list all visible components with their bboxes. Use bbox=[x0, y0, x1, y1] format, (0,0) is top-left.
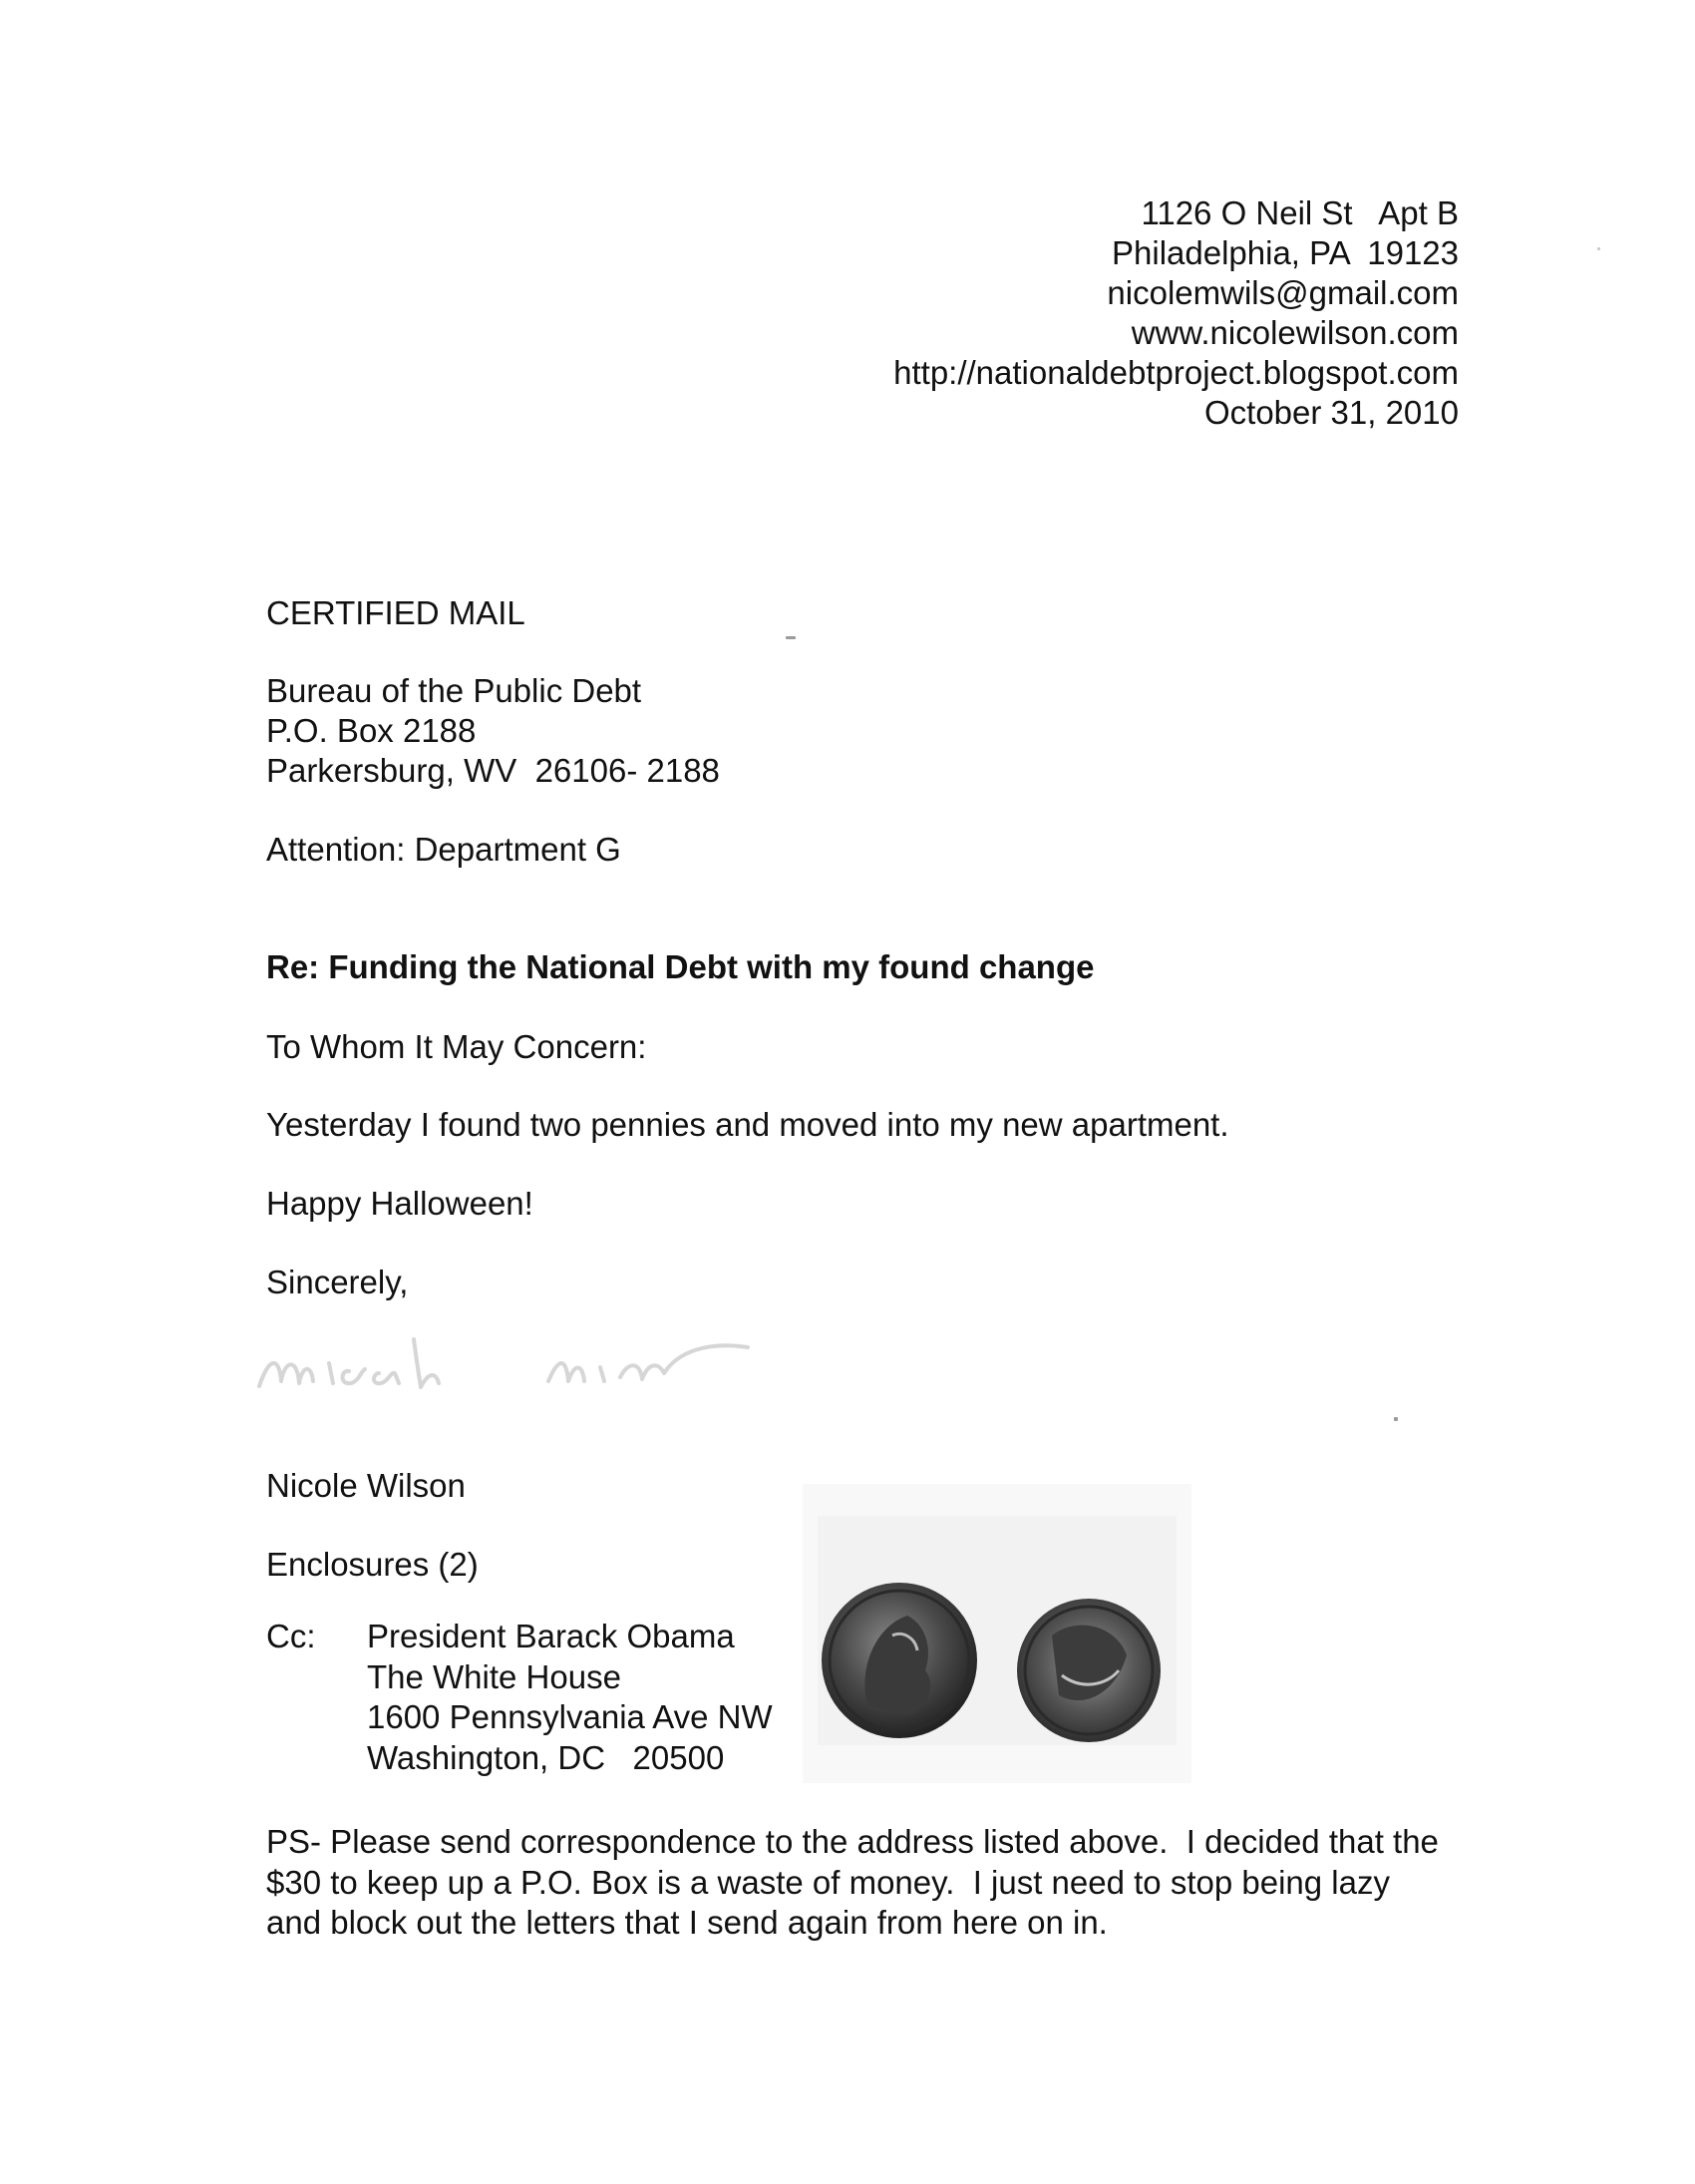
ps-line: PS- Please send correspondence to the address listed above. I decided that the bbox=[266, 1823, 1439, 1860]
sender-blog: http://nationaldebtproject.blogspot.com bbox=[893, 354, 1459, 391]
sender-address-block bbox=[893, 193, 1459, 433]
attention-line: Attention: Department G bbox=[266, 831, 621, 868]
greeting: Happy Halloween! bbox=[266, 1185, 533, 1222]
cc-label: Cc: bbox=[266, 1618, 316, 1654]
penny-1 bbox=[822, 1583, 977, 1738]
body-text: Yesterday I found two pennies and moved into my new apartment. bbox=[266, 1106, 1229, 1143]
recipient-name: Bureau of the Public Debt bbox=[266, 672, 642, 709]
scan-speck bbox=[1394, 1417, 1398, 1421]
scan-speck bbox=[786, 636, 796, 639]
ps-line: $30 to keep up a P.O. Box is a waste of money. I just need to stop being lazy bbox=[266, 1863, 1390, 1901]
closing: Sincerely, bbox=[266, 1264, 409, 1300]
postscript bbox=[266, 1822, 1493, 1944]
cc-line: The White House bbox=[367, 1657, 621, 1695]
cc-recipient-block bbox=[367, 1617, 773, 1778]
cc-line: Washington, DC 20500 bbox=[367, 1738, 725, 1776]
mail-type: CERTIFIED MAIL bbox=[266, 594, 525, 631]
sender-email: nicolemwils@gmail.com bbox=[1107, 274, 1459, 311]
handwritten-signature bbox=[249, 1311, 848, 1421]
enclosures-line: Enclosures (2) bbox=[266, 1546, 479, 1583]
subject-line: Re: Funding the National Debt with my found change bbox=[266, 948, 1095, 985]
salutation: To Whom It May Concern: bbox=[266, 1028, 647, 1065]
taped-pennies-image bbox=[798, 1476, 1196, 1805]
cc-line: President Barack Obama bbox=[367, 1618, 735, 1654]
recipient-city: Parkersburg, WV 26106- 2188 bbox=[266, 752, 720, 789]
signer-name: Nicole Wilson bbox=[266, 1467, 466, 1504]
sender-website: www.nicolewilson.com bbox=[1131, 314, 1459, 351]
letter-date: October 31, 2010 bbox=[1203, 394, 1459, 431]
ps-line: and block out the letters that I send again from here on in. bbox=[266, 1904, 1108, 1941]
sender-city: Philadelphia, PA 19123 bbox=[1112, 234, 1459, 271]
sender-street: 1126 O Neil St Apt B bbox=[1141, 194, 1459, 231]
penny-2 bbox=[1017, 1599, 1161, 1742]
scan-speck bbox=[1597, 247, 1600, 250]
cc-line: 1600 Pennsylvania Ave NW bbox=[367, 1698, 773, 1735]
recipient-po-box: P.O. Box 2188 bbox=[266, 712, 477, 749]
